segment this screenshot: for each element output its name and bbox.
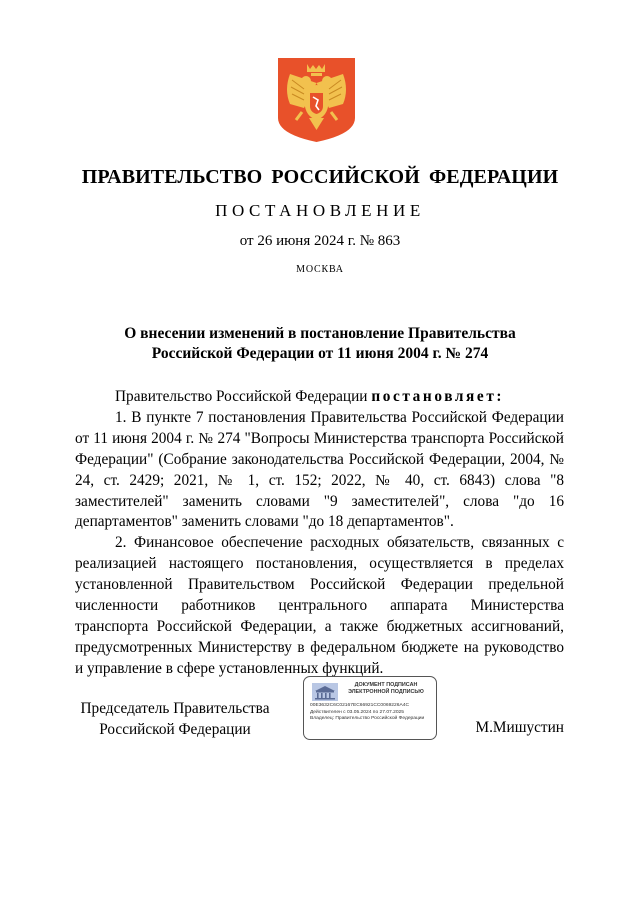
preamble-text: Правительство Российской Федерации [115, 388, 372, 405]
government-building-icon [312, 683, 338, 701]
signer-position-line-2: Российской Федерации [99, 720, 251, 738]
electronic-signature-stamp [303, 676, 437, 740]
stamp-heading-line-2: ЭЛЕКТРОННОЙ ПОДПИСЬЮ [348, 688, 424, 695]
document-kind: ПОСТАНОВЛЕНИЕ [215, 201, 425, 220]
stamp-owner: Владелец: Правительство Российской Федерации [310, 716, 425, 721]
subject-line-2: Российской Федерации от 11 июня 2004 г. № 274 [151, 345, 489, 362]
stamp-heading-line-1: ДОКУМЕНТ ПОДПИСАН [354, 682, 418, 688]
document-date-number: от 26 июня 2024 г. № 863 [239, 233, 401, 249]
signer-name: М.Мишустин [475, 719, 564, 736]
preamble-resolves: постановляет: [371, 388, 505, 405]
government-title: ПРАВИТЕЛЬСТВО РОССИЙСКОЙ ФЕДЕРАЦИИ [81, 166, 559, 188]
signer-position-line-1: Председатель Правительства [80, 700, 270, 717]
document-city: МОСКВА [296, 264, 344, 275]
russian-coat-of-arms-icon [276, 56, 357, 144]
paragraph-2: 2. Финансовое обеспечение расходных обязательств, связанных с реализацией настоящего постановления, осуществляется в пределах установленной Правительством Российской Федерации предельной численности работников центрального аппарата Министерства транспорта Российской Федерации, а также бюджетных ассигнований, предусмотренных Министерству в федеральном бюджете на руководство и управление в сфере установленных функций. [75, 534, 564, 677]
stamp-certificate-serial: 00E3632C6C02167EC66921CC0069226A4C [310, 703, 409, 708]
signer-position [75, 699, 275, 740]
subject-line-1: О внесении изменений в постановление Правительства [124, 325, 516, 342]
stamp-heading [340, 682, 432, 695]
stamp-validity: Действителен с 03.05.2024 по 27.07.2025 [310, 710, 404, 715]
document-subject [0, 324, 640, 364]
preamble [75, 387, 564, 408]
paragraph-1: 1. В пункте 7 постановления Правительства Российской Федерации от 11 июня 2004 г. № 274 "Вопросы Министерства транспорта Российской Федерации" (Собрание законодательства Российской Федерации, 2004, № 24, ст. 2429; 2021, № 1, ст. 152; 2022, № 40, ст. 6843) слова "8 заместителей" заменить словами "9 заместителей", слова "до 16 департаментов" заменить словами "до 18 департаментов". [75, 408, 564, 531]
document-body [75, 387, 564, 680]
